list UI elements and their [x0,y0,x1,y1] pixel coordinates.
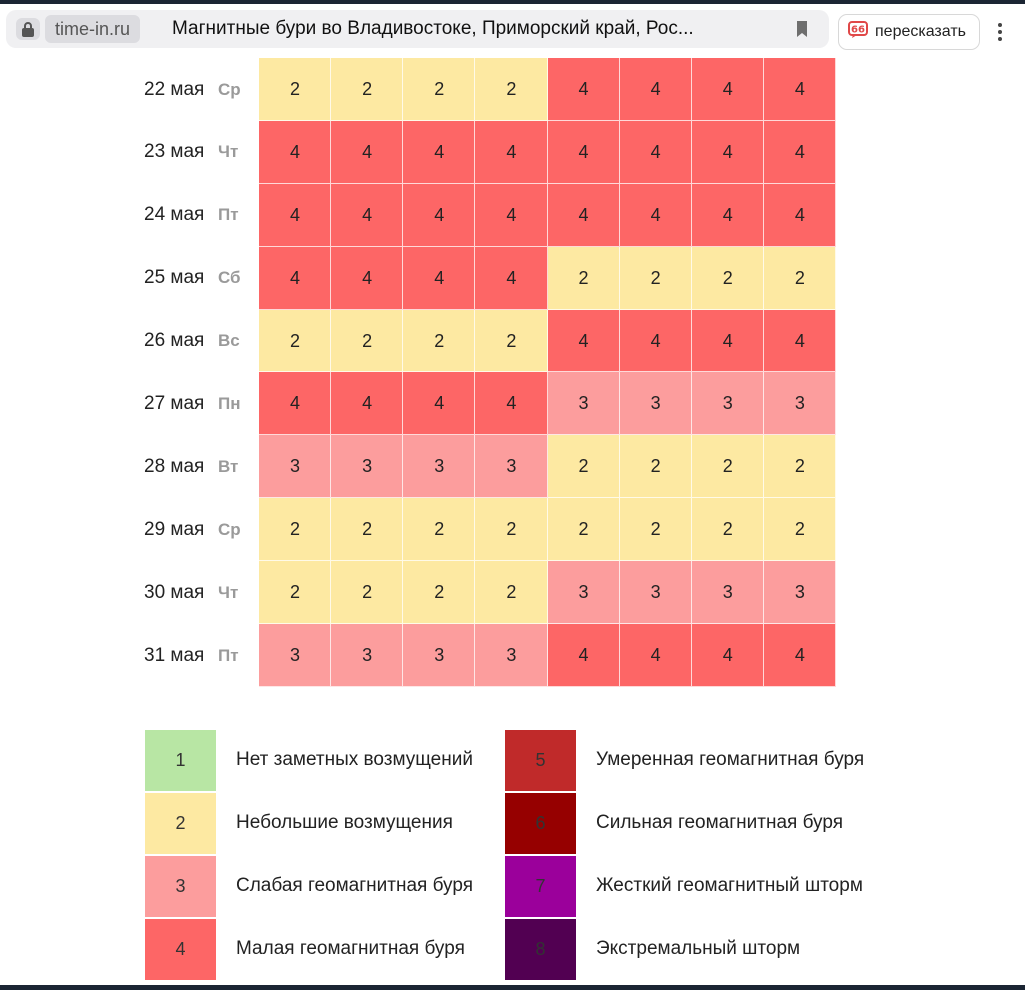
kp-cell: 3 [620,561,692,624]
window-bottom-border [0,985,1025,990]
kp-cell: 4 [475,184,547,247]
kp-cell: 4 [692,121,764,184]
svg-text:66: 66 [851,24,865,35]
more-menu-icon[interactable] [990,18,1010,46]
kp-cell: 2 [331,561,403,624]
kp-cell: 4 [620,310,692,373]
legend-swatch: 6 [505,793,576,854]
row-weekday: Чт [218,142,239,162]
bookmark-icon[interactable] [791,18,813,40]
date-row-label [0,561,245,624]
kp-cell: 4 [331,247,403,310]
kp-cell: 4 [475,121,547,184]
date-row-label [0,310,245,373]
row-weekday: Ср [218,79,241,99]
kp-cell: 2 [475,498,547,561]
kp-cell: 2 [764,498,836,561]
kp-cell: 2 [692,498,764,561]
date-row-label [0,184,245,247]
legend-swatch: 8 [505,919,576,980]
kp-cell: 2 [403,498,475,561]
kp-cell: 4 [259,184,331,247]
kp-cell: 4 [620,58,692,121]
retell-button[interactable] [838,14,980,50]
kp-cell: 4 [403,121,475,184]
kp-cell: 3 [692,372,764,435]
kp-cell: 2 [403,561,475,624]
row-weekday: Вс [218,331,240,351]
kp-cell: 3 [548,372,620,435]
kp-cell: 3 [403,624,475,687]
kp-cell: 2 [259,310,331,373]
kp-cell: 2 [259,58,331,121]
legend-swatch: 4 [145,919,216,980]
quote-icon [848,21,868,44]
kp-cell: 4 [764,58,836,121]
kp-cell: 3 [764,372,836,435]
kp-cell: 3 [475,435,547,498]
kp-cell: 4 [692,624,764,687]
row-date: 22 мая [144,78,205,100]
legend-label: Жесткий геомагнитный шторм [596,875,863,896]
row-date: 27 мая [144,393,205,414]
address-bar[interactable] [6,10,829,48]
legend-swatch: 7 [505,856,576,917]
row-date: 30 мая [144,581,205,603]
kp-cell: 2 [692,247,764,310]
row-weekday: Пн [218,394,241,413]
kp-cell: 3 [331,624,403,687]
kp-cell: 4 [331,184,403,247]
row-date: 25 мая [144,267,205,289]
row-date: 23 мая [144,141,205,163]
kp-cell: 4 [692,184,764,247]
kp-cell: 2 [620,435,692,498]
legend-label: Умеренная геомагнитная буря [596,749,865,770]
kp-cell: 2 [620,247,692,310]
kp-cell: 3 [259,624,331,687]
kp-cell: 4 [548,310,620,373]
kp-cell: 3 [764,561,836,624]
legend-swatch: 3 [145,856,216,917]
legend-label: Сильная геомагнитная буря [596,812,843,833]
legend-label: Малая геомагнитная буря [236,938,465,959]
row-weekday: Пт [218,205,239,225]
row-date: 29 мая [144,518,205,540]
browser-toolbar [0,4,1025,54]
kp-cell: 4 [692,310,764,373]
row-weekday: Вт [218,456,239,476]
kp-cell: 4 [620,184,692,247]
kp-cell: 2 [548,498,620,561]
kp-cell: 4 [764,184,836,247]
kp-cell: 3 [259,435,331,498]
kp-cell: 2 [620,498,692,561]
kp-forecast-grid [259,58,836,687]
date-row-label [0,247,245,310]
legend-swatch: 5 [505,730,576,791]
date-row-label [0,58,245,121]
kp-cell: 4 [692,58,764,121]
kp-cell: 4 [764,121,836,184]
legend-swatch: 1 [145,730,216,791]
kp-cell: 4 [548,184,620,247]
kp-cell: 2 [475,58,547,121]
kp-cell: 4 [475,247,547,310]
kp-cell: 2 [331,498,403,561]
kp-cell: 2 [764,247,836,310]
kp-cell: 4 [259,372,331,435]
date-row-label [0,624,245,687]
kp-cell: 3 [475,624,547,687]
kp-cell: 4 [331,372,403,435]
kp-cell: 4 [331,121,403,184]
kp-cell: 2 [403,58,475,121]
row-weekday: Сб [218,268,241,288]
kp-cell: 2 [259,561,331,624]
kp-cell: 3 [331,435,403,498]
kp-cell: 2 [403,310,475,373]
legend-label: Экстремальный шторм [596,938,801,959]
kp-cell: 2 [475,310,547,373]
kp-cell: 3 [620,372,692,435]
date-row-label [0,498,245,561]
kp-cell: 4 [764,310,836,373]
kp-cell: 4 [620,624,692,687]
kp-cell: 4 [259,247,331,310]
kp-cell: 2 [548,435,620,498]
retell-label: пересказать [875,23,966,40]
legend-label: Слабая геомагнитная буря [236,875,473,896]
kp-cell: 2 [548,247,620,310]
row-date: 24 мая [144,204,205,226]
kp-cell: 2 [331,58,403,121]
kp-cell: 4 [259,121,331,184]
kp-cell: 2 [764,435,836,498]
kp-cell: 2 [331,310,403,373]
kp-cell: 3 [403,435,475,498]
kp-cell: 2 [475,561,547,624]
legend-swatch: 2 [145,793,216,854]
kp-cell: 4 [548,624,620,687]
date-row-label [0,121,245,184]
legend-label: Небольшие возмущения [236,812,453,833]
kp-cell: 4 [475,372,547,435]
row-weekday: Ср [218,519,241,539]
date-row-label [0,435,245,498]
kp-cell: 4 [620,121,692,184]
kp-cell: 4 [403,247,475,310]
kp-cell: 4 [548,121,620,184]
date-row-label [0,373,245,436]
kp-cell: 4 [764,624,836,687]
kp-cell: 2 [692,435,764,498]
row-date: 28 мая [144,455,205,477]
page-title: Магнитные бури во Владивостоке, Приморский край, Рос... [172,18,694,39]
row-date: 26 мая [144,330,205,352]
row-weekday: Чт [218,582,239,602]
kp-cell: 4 [403,372,475,435]
site-domain[interactable]: time-in.ru [45,15,140,43]
kp-cell: 3 [548,561,620,624]
kp-cell: 4 [548,58,620,121]
kp-cell: 3 [692,561,764,624]
kp-cell: 4 [403,184,475,247]
row-date: 31 мая [144,644,205,666]
lock-icon[interactable] [16,18,40,40]
row-weekday: Пт [218,645,239,665]
kp-cell: 2 [259,498,331,561]
legend-label: Нет заметных возмущений [236,749,473,770]
